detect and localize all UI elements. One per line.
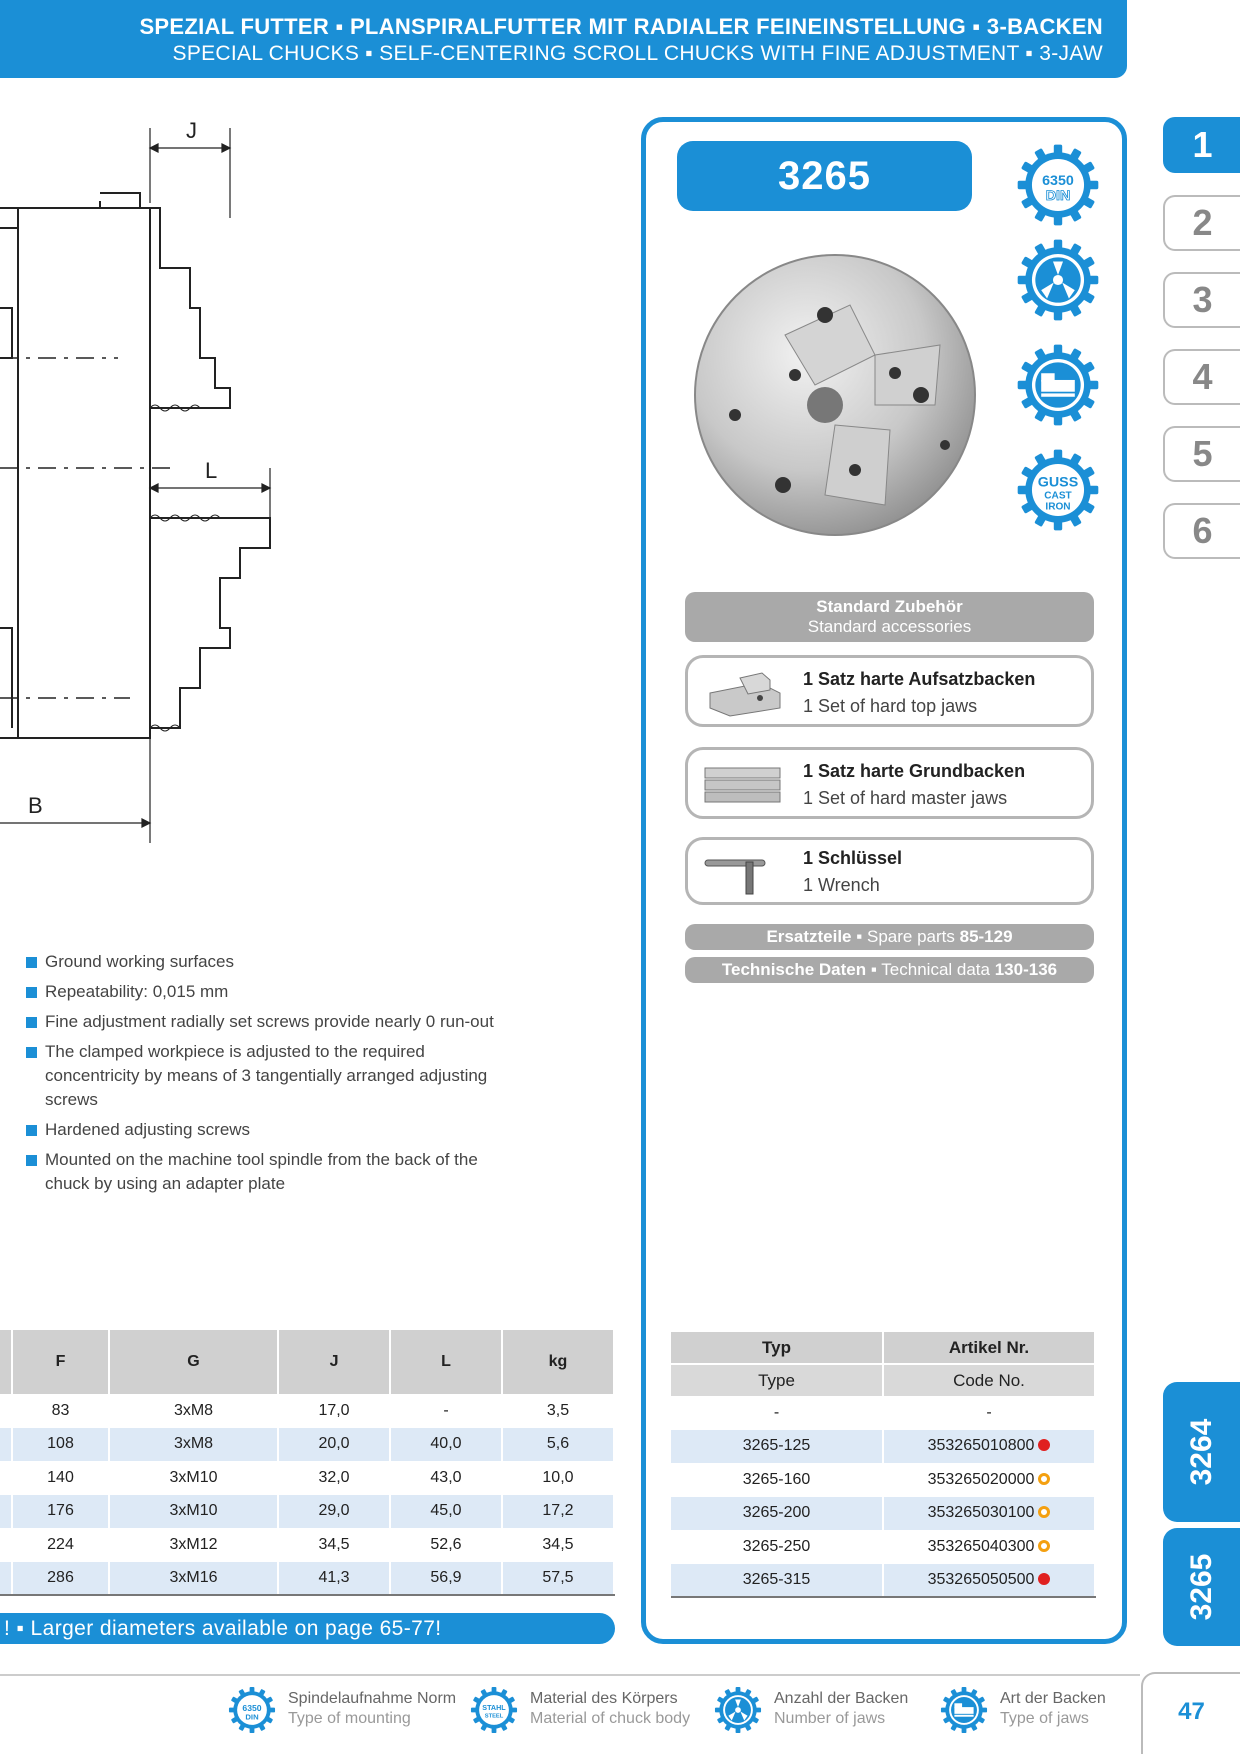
- feature-item: Ground working surfaces: [24, 950, 524, 974]
- product-tab-3264[interactable]: [1163, 1382, 1240, 1522]
- table-row: [0, 1495, 614, 1529]
- section-tab-1[interactable]: 1: [1163, 117, 1240, 173]
- article-code: 353265050500: [927, 1570, 1035, 1588]
- cast-iron-badge-icon: [1016, 448, 1100, 532]
- article-row: [671, 1463, 1095, 1497]
- jaw-type-badge-icon: [1016, 343, 1100, 427]
- accessory-top-jaws-de: 1 Satz harte Aufsatzbacken: [803, 669, 1036, 689]
- section-tab-6[interactable]: 6: [1163, 503, 1240, 559]
- table-cell: 34,5: [502, 1528, 614, 1562]
- feature-item: Fine adjustment radially set screws provide nearly 0 run-out: [24, 1010, 524, 1034]
- table-cell: 17,0: [278, 1394, 390, 1428]
- din-badge-line2: DIN: [1045, 188, 1071, 205]
- dim-l-label: L: [205, 458, 218, 483]
- article-code: -: [986, 1403, 992, 1421]
- table-cell: 176: [12, 1495, 109, 1529]
- table-header-cell: L: [390, 1330, 502, 1394]
- table-cell: 224: [12, 1528, 109, 1562]
- legend-mounting-de: Spindelaufnahme Norm: [288, 1690, 457, 1707]
- accessory-wrench-en: 1 Wrench: [803, 875, 880, 895]
- table-cell: 40,0: [390, 1428, 502, 1462]
- table-cell: 3xM8: [109, 1394, 278, 1428]
- technical-data-en: Technical data: [881, 960, 990, 979]
- article-code-cell: [883, 1530, 1095, 1564]
- footer-divider: [0, 1674, 1140, 1676]
- section-tab-4[interactable]: 4: [1163, 349, 1240, 405]
- product-tab-3264-label: 3264: [1184, 1418, 1218, 1486]
- legend-steel-text2: STEEL: [484, 1713, 504, 1720]
- feature-item: The clamped workpiece is adjusted to the required concentricity by means of 3 tangentially arranged adjusting screws: [24, 1040, 524, 1112]
- legend-din-text1: 6350: [242, 1702, 262, 1713]
- table-header-row: [0, 1330, 614, 1394]
- legend-material-de: Material des Körpers: [530, 1690, 678, 1707]
- table-row: [0, 1461, 614, 1495]
- table-cell: 140: [12, 1461, 109, 1495]
- legend-material-en: Material of chuck body: [530, 1710, 691, 1727]
- legend-din-text2: DIN: [245, 1712, 259, 1722]
- accessory-master-jaws-en: 1 Set of hard master jaws: [803, 788, 1008, 808]
- article-code-cell: [883, 1497, 1095, 1531]
- table-header-cell: kg: [502, 1330, 614, 1394]
- table-cell: 41,3: [278, 1562, 390, 1596]
- guss-badge-line2: CAST: [1044, 490, 1072, 502]
- article-header-row: [671, 1332, 1095, 1364]
- table-cell: -: [390, 1394, 502, 1428]
- table-cell: 32,0: [278, 1461, 390, 1495]
- din-6350-gear-icon: [228, 1686, 276, 1734]
- table-header-cell: [0, 1330, 12, 1394]
- status-ring-icon: [1038, 1473, 1050, 1485]
- section-tab-3[interactable]: 3: [1163, 272, 1240, 328]
- table-cell: 17,2: [502, 1495, 614, 1529]
- article-type: 3265-250: [671, 1530, 883, 1564]
- table-row: [0, 1562, 614, 1596]
- spare-parts-pages: 85-129: [959, 927, 1013, 946]
- article-row: [671, 1396, 1095, 1430]
- steel-gear-icon: [470, 1686, 518, 1734]
- article-type: 3265-160: [671, 1463, 883, 1497]
- chuck-product-image: [675, 245, 985, 545]
- accessory-top-jaws-en: 1 Set of hard top jaws: [803, 696, 978, 716]
- feature-list: [24, 950, 524, 1202]
- legend-jaw-type-en: Type of jaws: [1000, 1710, 1089, 1727]
- article-number-table: [671, 1332, 1096, 1598]
- wrench-icon: [700, 850, 788, 900]
- accessories-header-de: Standard Zubehör: [816, 597, 963, 616]
- legend-jaw-count-de: Anzahl der Backen: [774, 1690, 909, 1707]
- feature-item: Repeatability: 0,015 mm: [24, 980, 524, 1004]
- table-header-cell: F: [12, 1330, 109, 1394]
- accessories-header-en: Standard accessories: [807, 617, 972, 636]
- dim-b-label: B: [28, 793, 43, 818]
- spare-parts-bar[interactable]: Ersatzteile ▪ Spare parts 85-129: [685, 924, 1094, 950]
- feature-item: Mounted on the machine tool spindle from the back of the chuck by using an adapter plate: [24, 1148, 524, 1196]
- article-row: [671, 1564, 1095, 1598]
- table-cell: 108: [12, 1428, 109, 1462]
- table-cell: 43,0: [390, 1461, 502, 1495]
- table-cell: 52,6: [390, 1528, 502, 1562]
- article-header-row-en: [671, 1364, 1095, 1396]
- accessory-top-jaws: [685, 655, 1094, 727]
- product-tab-3265[interactable]: [1163, 1528, 1240, 1646]
- technical-data-pages: 130-136: [994, 960, 1058, 979]
- table-cell: 5,6: [502, 1428, 614, 1462]
- dimensions-table: [0, 1330, 615, 1596]
- table-cell: 3xM10: [109, 1495, 278, 1529]
- legend-jaw-count-en: Number of jaws: [774, 1710, 886, 1727]
- article-type: 3265-125: [671, 1430, 883, 1464]
- table-cell: 45,0: [390, 1495, 502, 1529]
- feature-item: Hardened adjusting screws: [24, 1118, 524, 1142]
- status-dot-icon: [1038, 1439, 1050, 1451]
- article-header-type-en: Type: [671, 1364, 883, 1396]
- page-number: 47: [1141, 1672, 1240, 1754]
- table-cell: 57,5: [502, 1562, 614, 1596]
- three-jaw-gear-icon: [714, 1686, 762, 1734]
- section-tab-5[interactable]: 5: [1163, 426, 1240, 482]
- header-title-de: SPEZIAL FUTTER ▪ PLANSPIRALFUTTER MIT RADIALER FEINEINSTELLUNG ▪ 3-BACKEN: [139, 14, 1103, 39]
- table-cell: 3xM12: [109, 1528, 278, 1562]
- table-cell: 3,5: [502, 1394, 614, 1428]
- article-code: 353265030100: [927, 1504, 1035, 1522]
- technical-data-bar[interactable]: Technische Daten ▪ Technical data 130-136: [685, 957, 1094, 983]
- status-ring-icon: [1038, 1506, 1050, 1518]
- article-code: 353265010800: [927, 1437, 1035, 1455]
- spare-parts-de: Ersatzteile: [766, 927, 852, 946]
- guss-badge-line1: GUSS: [1037, 474, 1079, 491]
- din-badge-line1: 6350: [1042, 173, 1074, 189]
- article-row: [671, 1530, 1095, 1564]
- status-dot-icon: [1038, 1573, 1050, 1585]
- dim-j-label: J: [186, 118, 197, 143]
- article-row: [671, 1497, 1095, 1531]
- page-header: [0, 0, 1127, 78]
- master-jaws-icon: [700, 760, 788, 810]
- article-header-code-de: Artikel Nr.: [883, 1332, 1095, 1364]
- table-cell: 3xM10: [109, 1461, 278, 1495]
- table-row: [0, 1528, 614, 1562]
- din-6350-badge-icon: [1016, 143, 1100, 227]
- technical-data-de: Technische Daten: [721, 960, 867, 979]
- accessories-header: [685, 592, 1094, 642]
- guss-badge-line3: IRON: [1045, 501, 1071, 513]
- product-number: 3265: [677, 141, 972, 211]
- technical-drawing: [0, 108, 300, 848]
- three-jaw-badge-icon: [1016, 238, 1100, 322]
- table-row: [0, 1428, 614, 1462]
- article-type: 3265-200: [671, 1497, 883, 1531]
- accessory-master-jaws: [685, 747, 1094, 819]
- table-header-cell: G: [109, 1330, 278, 1394]
- table-cell: 3xM8: [109, 1428, 278, 1462]
- article-row: [671, 1430, 1095, 1464]
- article-code-cell: [883, 1396, 1095, 1430]
- article-type: -: [671, 1396, 883, 1430]
- article-code-cell: [883, 1463, 1095, 1497]
- article-code-cell: [883, 1430, 1095, 1464]
- article-code: 353265020000: [927, 1470, 1035, 1488]
- accessory-wrench: [685, 837, 1094, 905]
- section-tab-2[interactable]: 2: [1163, 195, 1240, 251]
- article-header-type-de: Typ: [671, 1332, 883, 1364]
- legend-steel-text1: STAHL: [482, 1703, 506, 1712]
- table-cell: 286: [12, 1562, 109, 1596]
- status-ring-icon: [1038, 1540, 1050, 1552]
- table-cell: 10,0: [502, 1461, 614, 1495]
- spare-parts-en: Spare parts: [866, 927, 955, 946]
- table-cell: 29,0: [278, 1495, 390, 1529]
- table-row: [0, 1394, 614, 1428]
- article-type: 3265-315: [671, 1564, 883, 1598]
- jaw-type-gear-icon: [940, 1686, 988, 1734]
- article-code: 353265040300: [927, 1537, 1035, 1555]
- table-header-cell: J: [278, 1330, 390, 1394]
- article-code-cell: [883, 1564, 1095, 1598]
- legend-jaw-type-de: Art der Backen: [1000, 1690, 1106, 1707]
- product-tab-3265-label: 3265: [1184, 1553, 1218, 1621]
- larger-diameters-note[interactable]: ! ▪ Larger diameters available on page 65-77!: [0, 1613, 615, 1644]
- article-header-code-en: Code No.: [883, 1364, 1095, 1396]
- accessory-wrench-de: 1 Schlüssel: [803, 848, 903, 868]
- header-title-en: SPECIAL CHUCKS ▪ SELF-CENTERING SCROLL CHUCKS WITH FINE ADJUSTMENT ▪ 3-JAW: [172, 42, 1103, 65]
- table-cell: 34,5: [278, 1528, 390, 1562]
- table-cell: 3xM16: [109, 1562, 278, 1596]
- accessory-master-jaws-de: 1 Satz harte Grundbacken: [803, 761, 1026, 781]
- table-cell: 83: [12, 1394, 109, 1428]
- table-cell: 56,9: [390, 1562, 502, 1596]
- top-jaws-icon: [700, 668, 788, 718]
- legend-mounting-en: Type of mounting: [288, 1710, 411, 1727]
- table-cell: 20,0: [278, 1428, 390, 1462]
